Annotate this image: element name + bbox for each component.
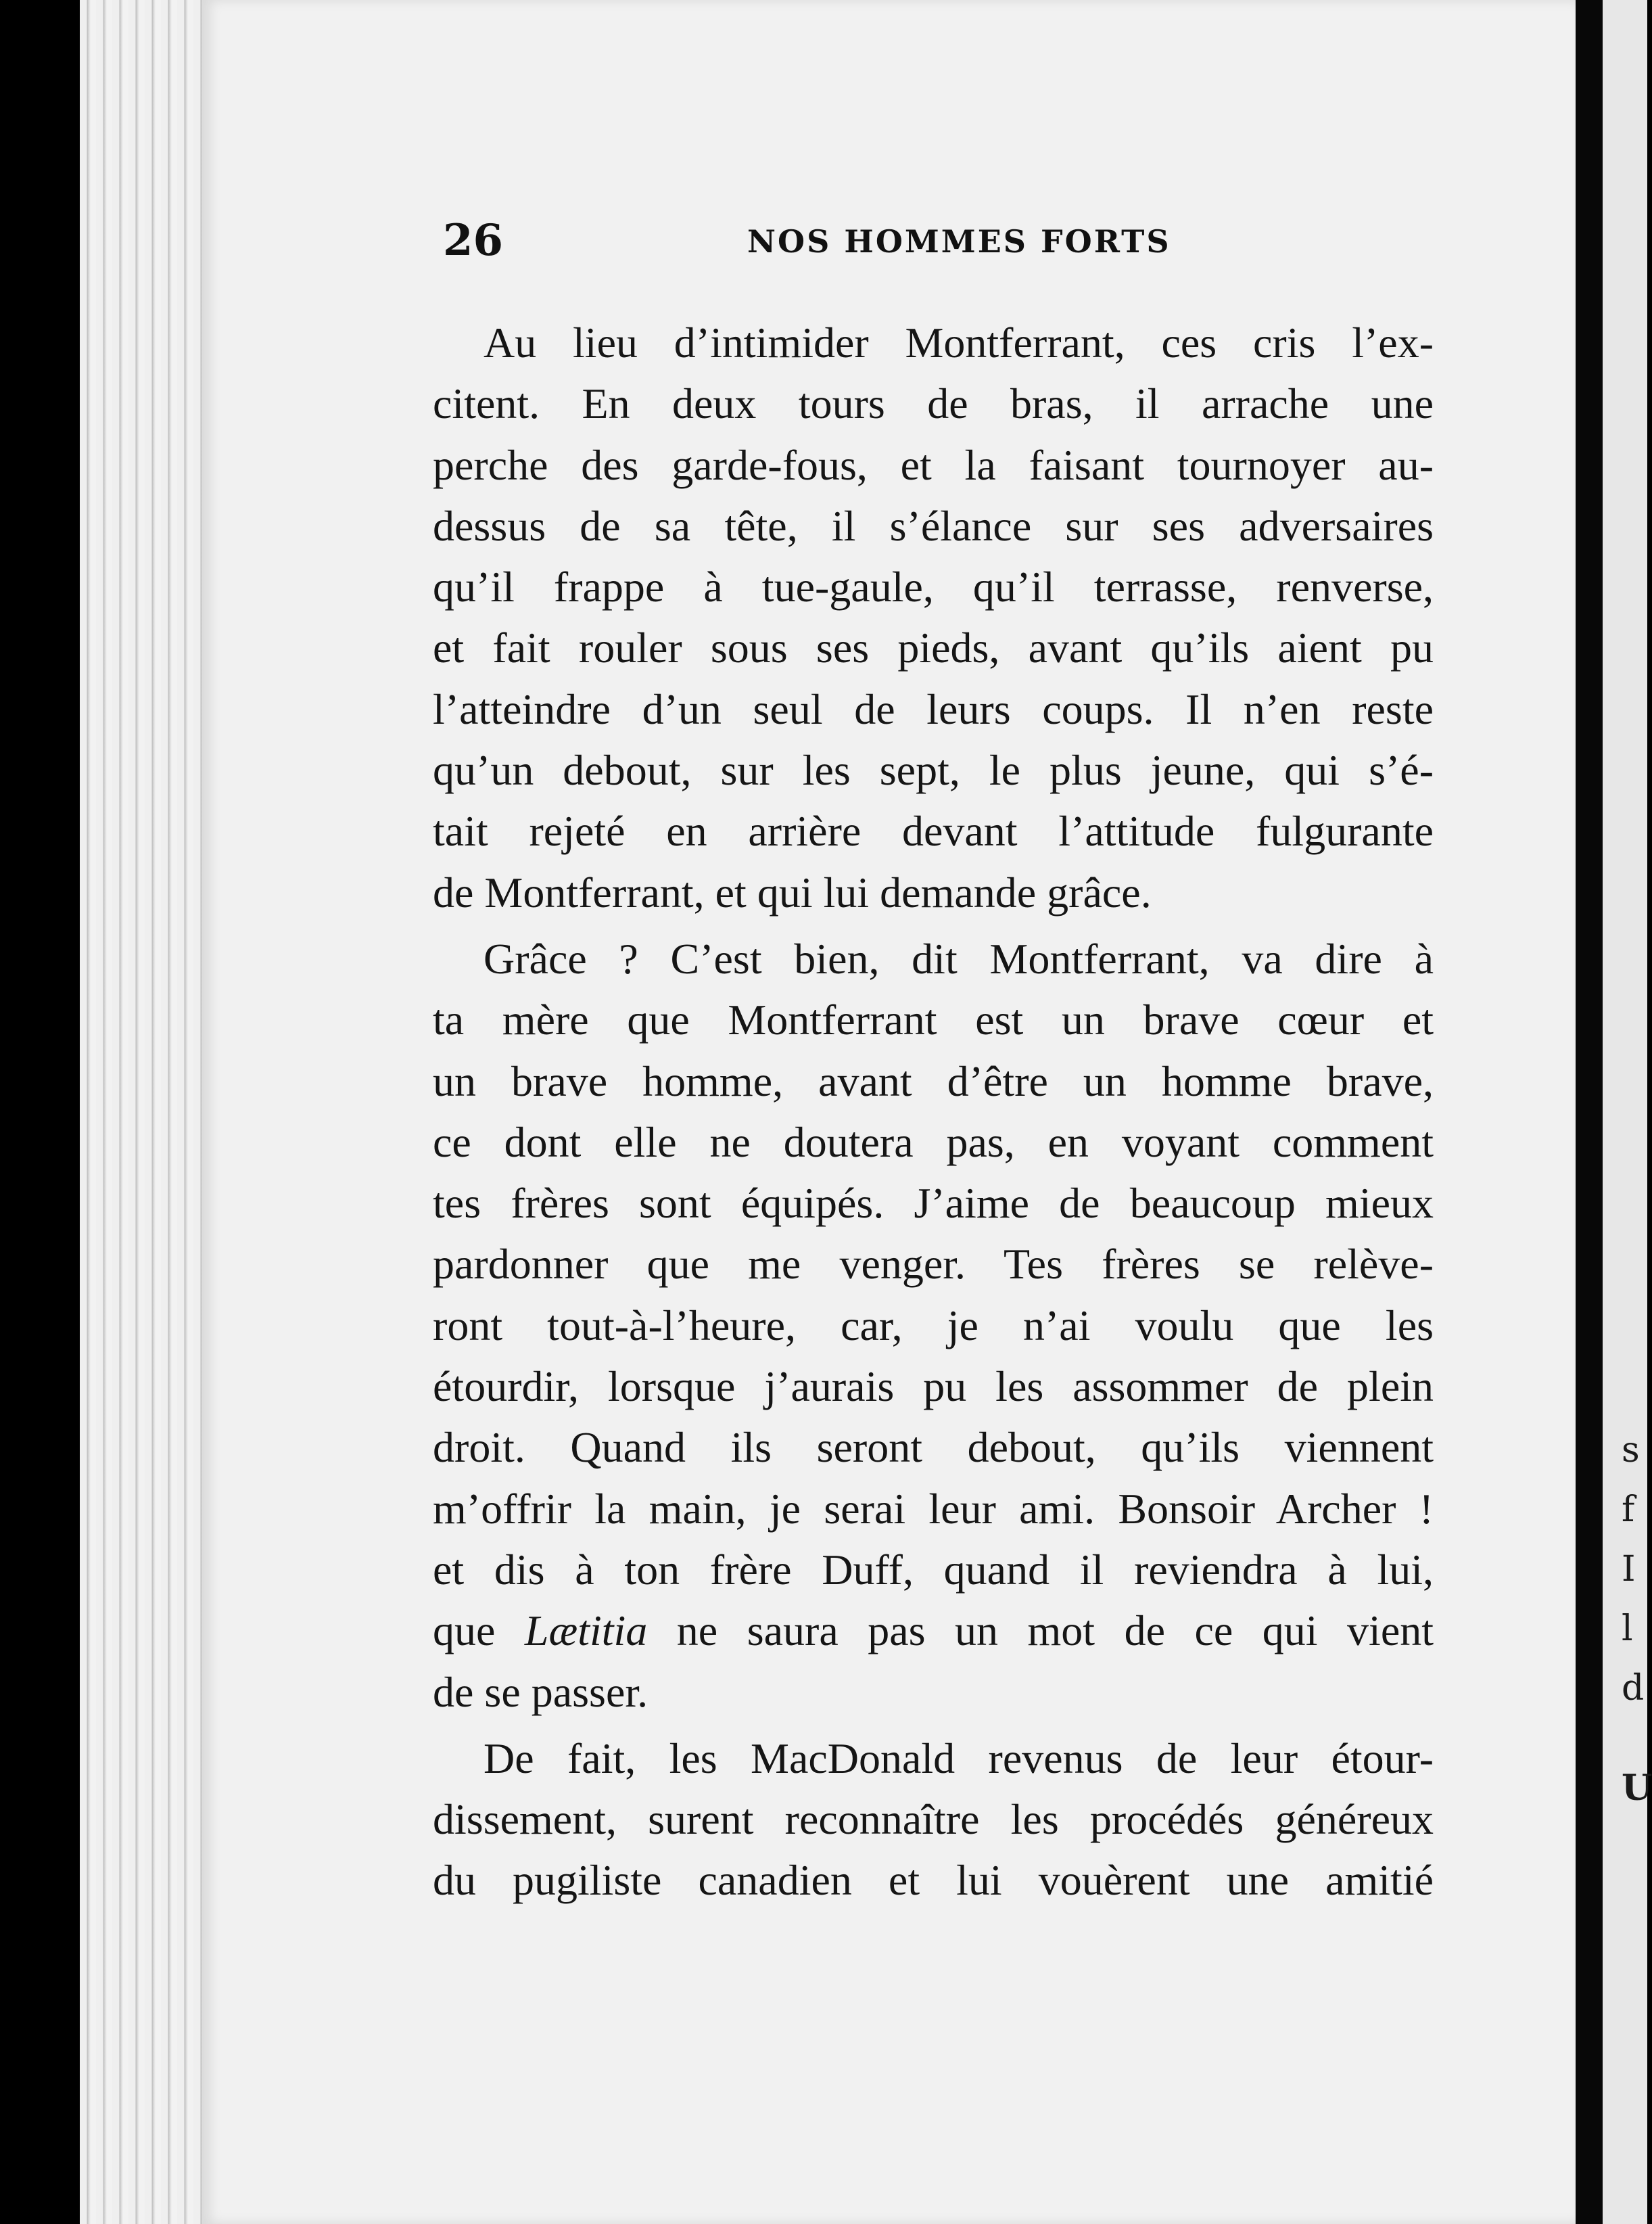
- facing-letter: U: [1622, 1767, 1652, 1809]
- text-line: perche des garde-fous, et la faisant tournoyer au-: [433, 440, 1434, 489]
- text-line: De fait, les MacDonald revenus de leur étour-: [483, 1734, 1434, 1782]
- text-line: ta mère que Montferrant est un brave cœur et: [433, 996, 1434, 1044]
- text-line: tes frères sont équipés. J’aime de beaucoup mieux: [433, 1179, 1434, 1228]
- running-head: NOS HOMMES FORTS: [747, 223, 1171, 260]
- text-fragment: ne saura pas un mot de ce qui vient: [647, 1606, 1434, 1655]
- facing-page-fragments: [1622, 1420, 1652, 1818]
- text-line: étourdir, lorsque j’aurais pu les assommer de plein: [433, 1362, 1434, 1411]
- text-line: de Montferrant, et qui lui demande grâce.: [433, 868, 1152, 917]
- facing-page-edge: [1603, 0, 1647, 2224]
- text-line: droit. Quand ils seront debout, qu’ils viennent: [433, 1423, 1434, 1472]
- text-line: ront tout-à-l’heure, car, je n’ai voulu que les: [433, 1301, 1434, 1349]
- text-line: pardonner que me venger. Tes frères se relève-: [433, 1240, 1434, 1289]
- body-text: [433, 312, 1434, 1917]
- facing-letter: s: [1622, 1430, 1640, 1470]
- text-line: Au lieu d’intimider Montferrant, ces cris l’ex-: [483, 319, 1434, 367]
- text-line-with-italic: [433, 1600, 1434, 1661]
- text-line: et fait rouler sous ses pieds, avant qu’ils aient pu: [433, 624, 1434, 672]
- paragraph-3: [433, 1728, 1434, 1912]
- facing-letter: d: [1622, 1668, 1645, 1709]
- text-line: citent. En deux tours de bras, il arrache une: [433, 379, 1434, 428]
- paragraph-1: [433, 312, 1434, 923]
- text-line: tait rejeté en arrière devant l’attitude fulgurante: [433, 807, 1434, 856]
- text-fragment: que: [433, 1606, 525, 1655]
- text-line: ce dont elle ne doutera pas, en voyant comment: [433, 1117, 1434, 1166]
- facing-letter: I: [1622, 1549, 1636, 1590]
- text-line: m’offrir la main, je serai leur ami. Bonsoir Archer !: [433, 1484, 1434, 1533]
- text-line: un brave homme, avant d’être un homme brave,: [433, 1057, 1434, 1105]
- page-number: 26: [443, 215, 504, 266]
- facing-letter: l: [1622, 1608, 1633, 1649]
- text-line: l’atteindre d’un seul de leurs coups. Il n’en reste: [433, 685, 1434, 733]
- page-edges: [80, 0, 215, 2224]
- text-line: de se passer.: [433, 1667, 648, 1716]
- text-line: dessus de sa tête, il s’élance sur ses adversaires: [433, 501, 1434, 550]
- text-line: qu’un debout, sur les sept, le plus jeune, qui s’é-: [433, 746, 1434, 795]
- text-line: qu’il frappe à tue-gaule, qu’il terrasse, renverse,: [433, 563, 1434, 611]
- page-header: [443, 215, 1423, 269]
- binding-gutter: [1576, 0, 1603, 2224]
- text-line: et dis à ton frère Duff, quand il reviendra à lui,: [433, 1545, 1434, 1594]
- italic-name: Lætitia: [524, 1606, 648, 1655]
- text-line: Grâce ? C’est bien, dit Montferrant, va dire à: [483, 934, 1434, 983]
- facing-letter: f: [1622, 1489, 1635, 1530]
- paragraph-2: [433, 929, 1434, 1723]
- text-line: dissement, surent reconnaître les procédés généreux: [433, 1795, 1434, 1844]
- text-line: du pugiliste canadien et lui vouèrent une amitié: [433, 1856, 1434, 1905]
